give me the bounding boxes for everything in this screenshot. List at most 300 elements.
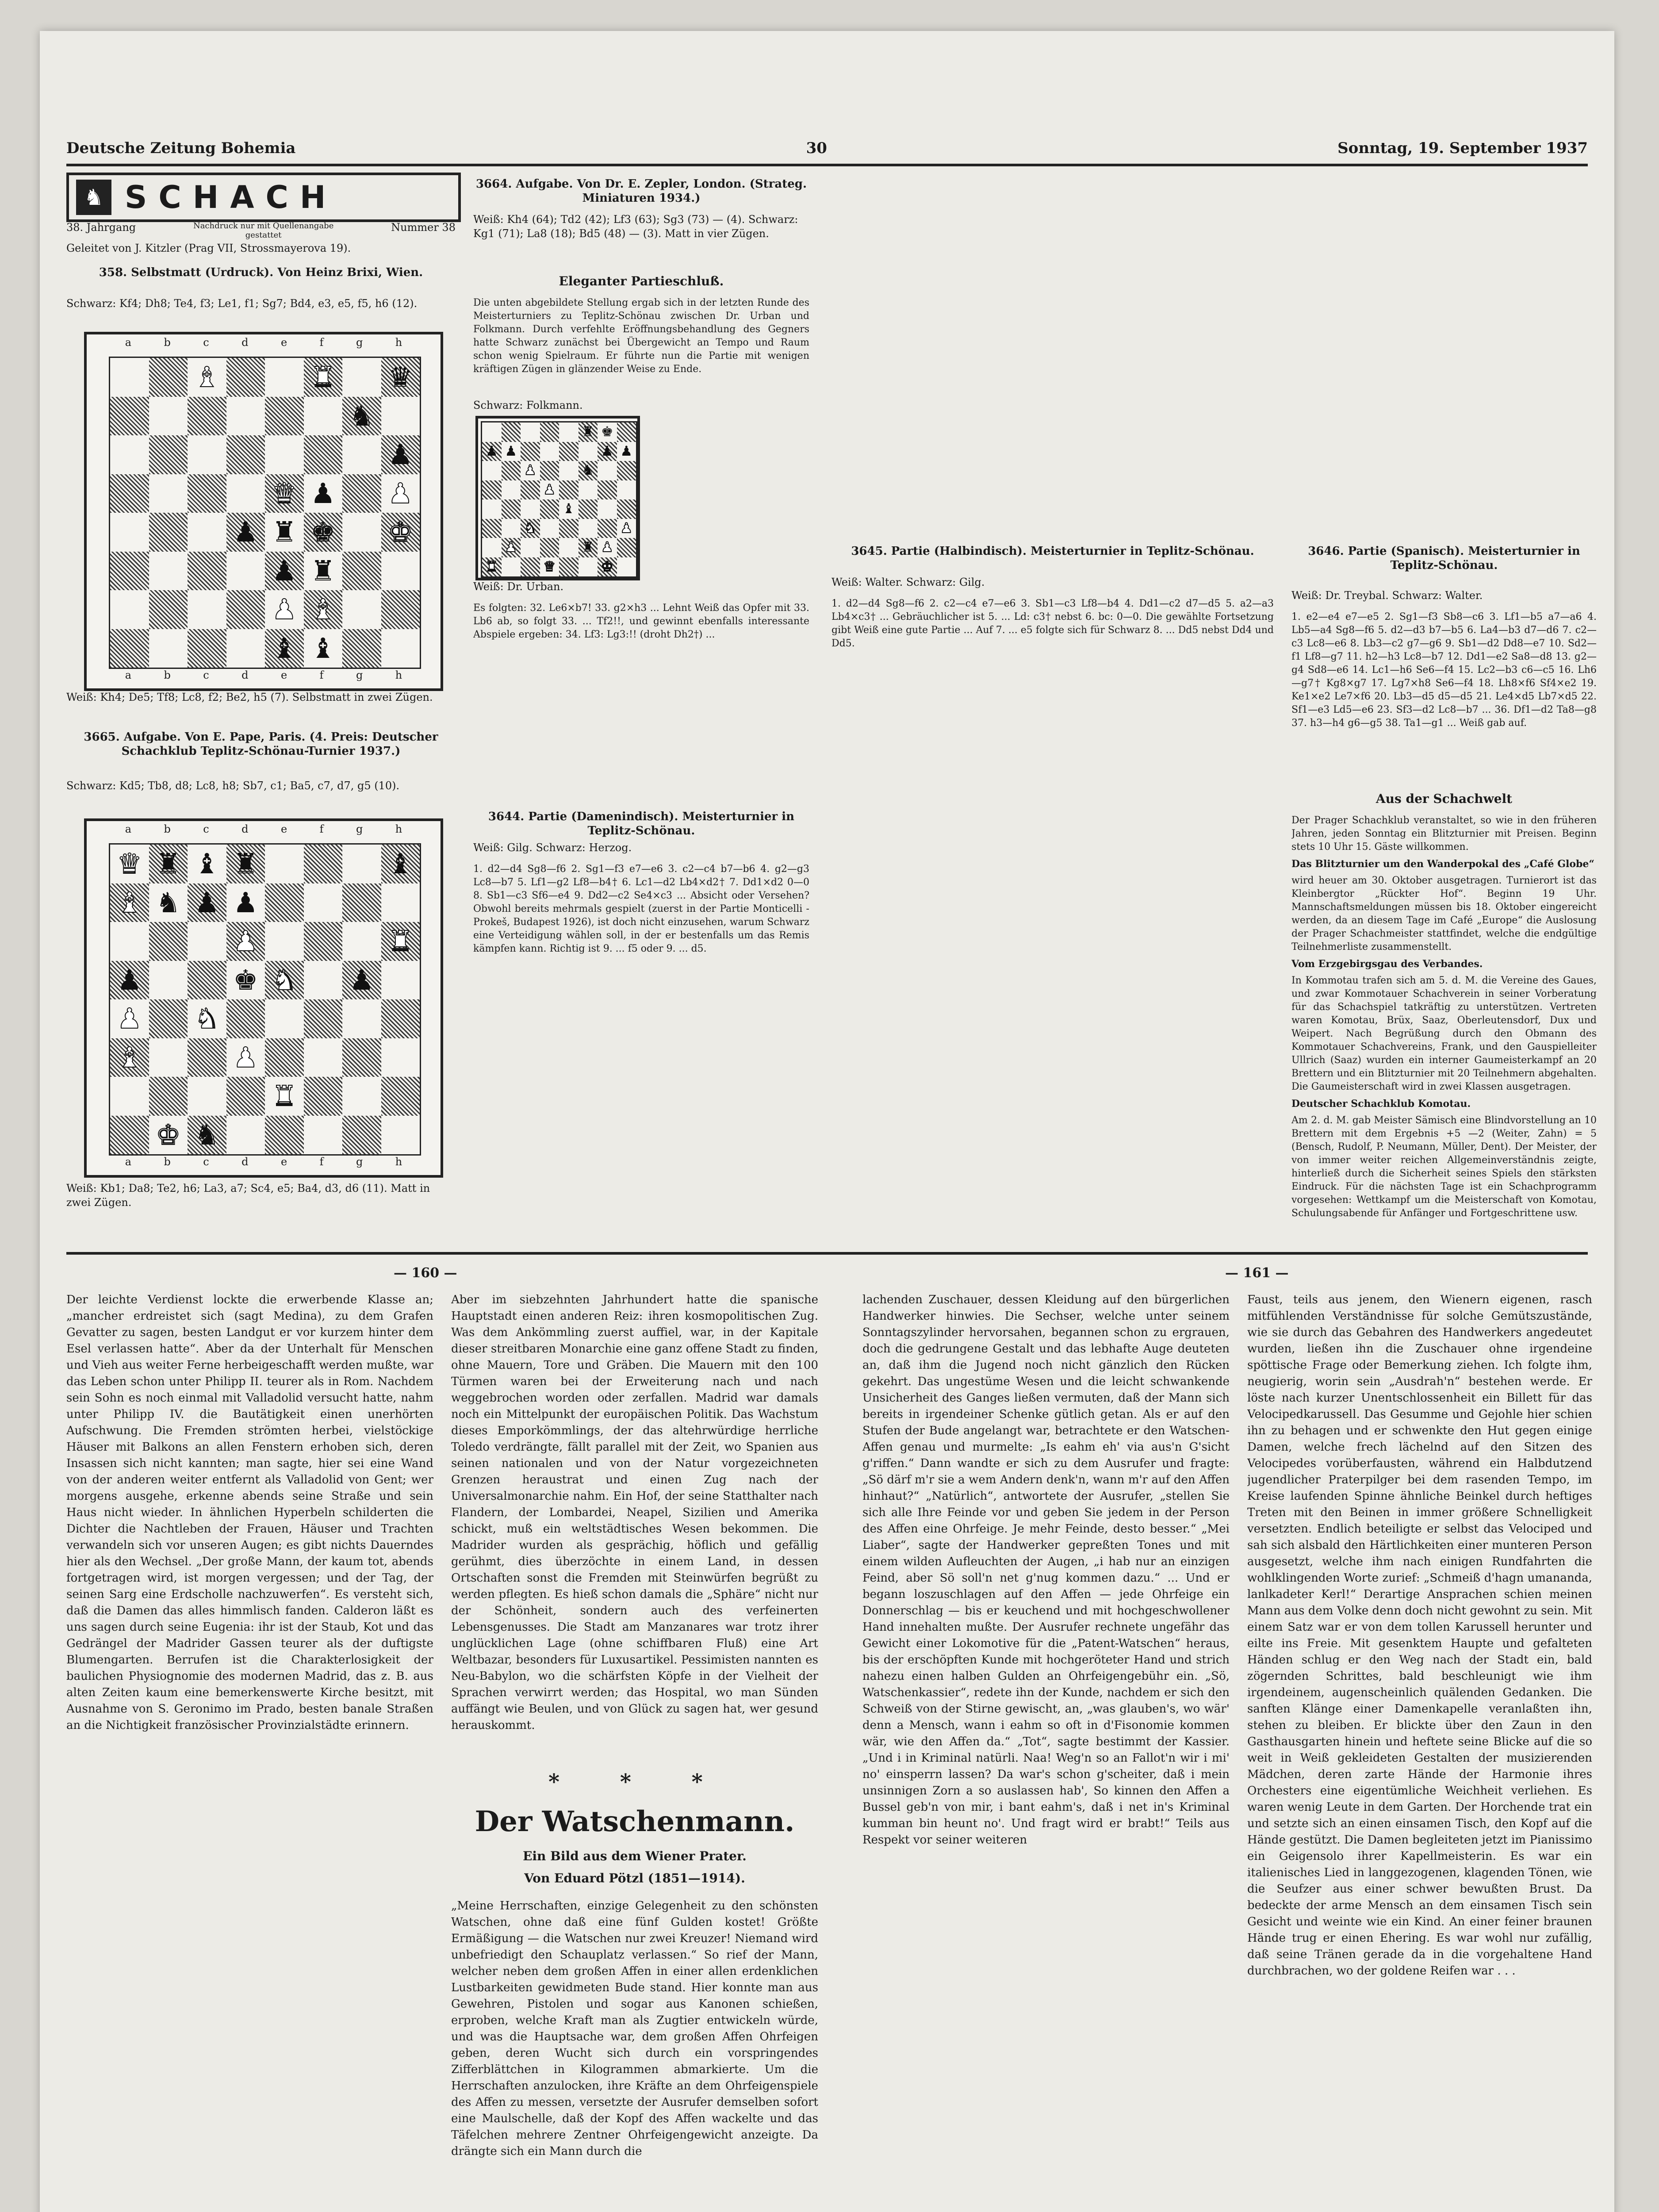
board-square xyxy=(226,999,265,1038)
board-file-label: h xyxy=(395,1156,402,1168)
board-square xyxy=(559,499,579,519)
black-piece-icon: ♟ xyxy=(194,886,219,919)
chess-meta xyxy=(66,221,456,240)
board-square xyxy=(226,922,265,961)
board-square xyxy=(304,1077,343,1116)
board-square xyxy=(381,1116,420,1155)
board-square xyxy=(342,1077,381,1116)
board-square xyxy=(265,552,304,591)
board-square xyxy=(188,435,226,474)
board-square xyxy=(304,961,343,1000)
board-square xyxy=(342,1038,381,1077)
board-square xyxy=(265,358,304,397)
news-p2: wird heuer am 30. Oktober ausgetragen. Turnierort ist das Kleinbergtor „Rückter Hof“. Beginn 19 Uhr. Mannschaftsmeldungen müssen bis 18. Oktober eingereicht werden, da an diesem Tage im Café „Europe“ die Auslosung der Prager Schachmeister stattfindet, welche die endgültige Teilnehmerliste zusammenstellt. xyxy=(1291,875,1597,952)
board-file-label: h xyxy=(395,823,402,835)
board-square xyxy=(265,435,304,474)
board-square xyxy=(226,590,265,629)
board-file-label: g xyxy=(356,336,363,349)
board-square xyxy=(149,1116,188,1155)
board-square xyxy=(110,1077,149,1116)
board-file-label: c xyxy=(203,336,209,349)
board-square xyxy=(540,442,559,461)
white-piece-icon: ♟ xyxy=(524,462,536,479)
board-square xyxy=(226,961,265,1000)
black-piece-icon: ♝ xyxy=(310,632,336,664)
board-square xyxy=(559,480,579,500)
board-square xyxy=(482,422,502,442)
board-square xyxy=(265,397,304,436)
board-square xyxy=(110,845,149,883)
board-file-label: d xyxy=(241,1156,249,1168)
board-square xyxy=(110,552,149,591)
black-piece-icon: ♟ xyxy=(485,443,498,459)
problem1-white: Weiß: Kh4; De5; Tf8; Lc8, f2; Be2, h5 (7). Selbstmatt in zwei Zügen. xyxy=(66,691,433,703)
game2-continued-col xyxy=(831,177,1061,540)
board-square xyxy=(149,1077,188,1116)
board-square xyxy=(304,474,343,513)
board-square xyxy=(482,499,502,519)
board-file-label: c xyxy=(203,669,209,681)
board-square xyxy=(617,499,636,519)
board-square xyxy=(502,442,521,461)
board-square xyxy=(188,999,226,1038)
white-piece-icon: ♟ xyxy=(233,1041,258,1074)
board-square xyxy=(381,552,420,591)
black-piece-icon: ♚ xyxy=(601,424,613,440)
white-piece-icon: ♚ xyxy=(388,516,413,549)
game3-players: Weiß: Walter. Schwarz: Gilg. xyxy=(831,576,985,588)
board-square xyxy=(559,538,579,557)
news-p1: Der Prager Schachklub veranstaltet, so wie in den früheren Jahren, jeden Sonntag ein Blitzturnier mit Preisen. Beginn stets 10 Uhr 15. Gäste willkommen. xyxy=(1291,815,1597,853)
board-square xyxy=(559,442,579,461)
board-square xyxy=(226,397,265,436)
story-col-3: lachenden Zuschauer, dessen Kleidung auf den bürgerlichen Handwerker hinwies. Die Sechser, welche unter seinem Sonntagszylinder hervorsahen, begannen schon zu ergrauen, doch die gedrungene Gestalt und das lebhafte Auge deuteten an, daß ihm die Jugend noch nicht gänzlich den Rücken gekehrt. Das ungestüme Wesen und die leicht schwankende Unsicherheit des Ganges ließen vermuten, daß der Mann sich bereits in irgendeiner Schenke gütlich getan. Als er auf den Stufen der Bude angelangt war, betrachtete er den Watschen-Affen genau und murmelte: „Is eahm eh' via aus'n G'sicht g'riffen.“ Dann wandte er sich zu dem Ausrufer und fragte: „Sö därf m'r sie a wem Andern denk'n, wann m'r auf den Affen hinhaut?“ „Natürlich“, antwortete der Ausrufer, „stellen Sie sich alle Ihre Feinde vor und geben Sie jedem in der Person des Affen eine Ohrfeige. Je mehr Feinde, desto besser.“ „Mei Liaber“, sagte der Handwerker gepreßten Tones und mit einem wilden Aufleuchten der Augen, „i hab nur an einzigen Feind, aber Sö soll'n net g'nug kommen dazu.“ ... Und er begann loszuschlagen auf den Affen — jede Ohrfeige ein Donnerschlag — bis er keuchend und mit hochgeschwollener Hand innehalten mußte. Der Ausrufer rechnete ungefähr das Gewicht einer Lokomotive für die „Patent-Watschen“ heraus, bis der erschöpften Kunde mit hochgeröteter Hand und strich nahezu einen halben Gulden an Ohrfeigengebühr ein. „Sö, Watschenkassier“, redete ihn der Kunde, nachdem er sich den Schweiß von der Stirne gewischt, an, „was glauben's, wo wär' denn a Mensch, wann i eahm so oft in d'Fisonomie kommen wär, wie den Affen da.“ „Tot“, sagte bestimmt der Kassier. „Und i in Kriminal natürli. Naa! Weg'n so an Fallot'n wir i mi' no' einsperrn lassen? Da war's schon g'scheiter, daß i mein unsinnigen Zorn a so auslassen hab', So kinnen den Affen a Bussel geb'n von mir, i bant eahm's, daß i net in's Kriminal kumman bin heunt no'. Und fragt wird er brabt!“ Teils aus Respekt vor seiner weiteren xyxy=(862,1293,1230,1847)
board-file-label: e xyxy=(280,336,287,349)
news-column xyxy=(1291,814,1597,1239)
board-square xyxy=(188,358,226,397)
board-file-labels xyxy=(109,1156,418,1173)
black-piece-icon: ♟ xyxy=(272,554,297,587)
board-square xyxy=(188,922,226,961)
board-square xyxy=(265,474,304,513)
board-square xyxy=(598,480,617,500)
board-square xyxy=(617,557,636,577)
board-square xyxy=(521,422,540,442)
game1-heading: Eleganter Partieschluß. xyxy=(559,274,724,288)
white-piece-icon: ♜ xyxy=(272,1080,297,1113)
board-square xyxy=(110,629,149,668)
board-square xyxy=(502,557,521,577)
section-stars: * * * xyxy=(548,1770,729,1794)
black-piece-icon: ♜ xyxy=(310,554,336,587)
board-square xyxy=(188,397,226,436)
board-file-label: f xyxy=(319,1156,324,1168)
white-piece-icon: ♞ xyxy=(272,964,297,996)
white-piece-icon: ♝ xyxy=(117,886,142,919)
board-file-label: e xyxy=(280,1156,287,1168)
board-square xyxy=(598,519,617,538)
board-square xyxy=(304,883,343,922)
board-square xyxy=(381,513,420,552)
board-square xyxy=(149,845,188,883)
board-square xyxy=(304,513,343,552)
board-square xyxy=(381,883,420,922)
board-square xyxy=(342,474,381,513)
board-square xyxy=(304,845,343,883)
board-file-label: h xyxy=(395,669,402,681)
board-square xyxy=(559,461,579,480)
game4-moves: 1. e2—e4 e7—e5 2. Sg1—f3 Sb8—c6 3. Lf1—b5 a7—a6 4. Lb5—a4 Sg8—f6 5. d2—d3 b7—b5 6. La4—b3 d7—d6 7. c2—c3 Lc8—e6 8. Lb3—c2 g7—g6 9. Sb1—d2 Dd8—e7 10. Sd2—f1 Lf8—g7 11. h2—h3 Lc8—b7 12. Dd1—e2 Sa8—d8 13. g2—g4 Sd8—e6 14. Lc1—h6 Se6—f4 15. Lc2—b3 c6—c5 16. Lh6—g7† Kg8×g7 17. Lg7×h8 Se6—f4 18. Lh8×f6 Sf4×e2 19. Ke1×e2 Le7×f6 20. Lb3—d5 d5—d5 21. Le4×d5 Lb7×d5 22. Sf1—e3 Ld5—e6 23. Sf3—d2 Lc8—b7 ... 36. Df1—d2 Ta8—g8 37. h3—h4 g6—g5 38. Ta1—g1 ... Weiß gab auf. xyxy=(1291,611,1597,729)
white-piece-icon: ♟ xyxy=(601,539,613,556)
board-square xyxy=(226,883,265,922)
board-square xyxy=(188,552,226,591)
problem2-white: Weiß: Kb1; Da8; Te2, h6; La3, a7; Sc4, e5; Ba4, d3, d6 (11). Matt in zwei Zügen. xyxy=(66,1182,430,1209)
board-square xyxy=(482,519,502,538)
board-file-label: a xyxy=(125,669,132,681)
board-square xyxy=(342,435,381,474)
black-piece-icon: ♞ xyxy=(349,399,374,432)
board-square xyxy=(617,422,636,442)
board-square xyxy=(482,480,502,500)
board-square xyxy=(110,1116,149,1155)
board-square xyxy=(149,590,188,629)
black-piece-icon: ♝ xyxy=(272,632,297,664)
board-file-label: b xyxy=(164,823,171,835)
white-piece-icon: ♜ xyxy=(388,925,413,958)
feuilleton-col-2: Aber im siebzehnten Jahrhundert hatte die spanische Hauptstadt einen anderen Reiz: ihren kosmopolitischen Zug. Was dem Ankömmling zuerst auffiel, war, in der Kapitale dieser streitbaren Monarchie eine ganz offene Stadt zu finden, ohne Mauern, Tore und Gräben. Die Mauern mit den 100 Türmen waren bei der Erweiterung nach und nach weggebrochen worden oder zerfallen. Madrid war damals noch ein Mittelpunkt der europäischen Politik. Das Wachstum dieses Emporkömmlings, der das altehrwürdige herrliche Toledo verdrängte, fällt parallel mit der Zeit, wo Spanien aus seinen nationalen und von der Natur vorgezeichneten Grenzen heraustrat und einen Zug nach der Universalmonarchie nahm. Ein Hof, der seine Statthalter nach Flandern, der Lombardei, Neapel, Sizilien und Amerika schickt, muß ein weltstädtisches Wesen bekommen. Die Madrider wurden als gesprächig, höflich und gefällig gerühmt, dies überzöchte in einem Land, in dessen Ortschaften sonst die Fremden mit Steinwürfen begrüßt zu werden pflegten. Es hieß schon damals die „Sphäre“ nicht nur der Schönheit, sondern auch des verfeinerten Lebensgenusses. Die Stadt am Manzanares war trotz ihrer unglücklichen Lage (ohne schiffbaren Fluß) eine Art Weltbazar, besonders für Luxusartikel. Pessimisten nannten es Neu-Babylon, wo die schärfsten Köpfe in der Vielheit der Sprachen verwirrt werden; das Hospital, wo man Sünden auffängt wie Beulen, und von Glück zu sagen hat, wer gesund herauskommt. xyxy=(451,1293,818,1732)
board-square xyxy=(579,519,598,538)
board-square xyxy=(149,961,188,1000)
white-piece-icon: ♟ xyxy=(543,481,556,498)
board-square xyxy=(226,1038,265,1077)
chess-title: SCHACH xyxy=(125,179,337,215)
black-piece-icon: ♜ xyxy=(156,848,181,880)
black-piece-icon: ♞ xyxy=(156,886,181,919)
page-number: 30 xyxy=(806,139,827,157)
board-file-label: e xyxy=(280,669,287,681)
newspaper-page xyxy=(40,31,1614,2212)
black-piece-icon: ♞ xyxy=(582,462,594,479)
board-square xyxy=(342,999,381,1038)
board-square xyxy=(540,519,559,538)
board-square xyxy=(540,557,559,577)
board-square xyxy=(502,461,521,480)
board-square xyxy=(304,590,343,629)
chess-diagram-3 xyxy=(475,416,640,580)
board-square xyxy=(381,629,420,668)
board-square xyxy=(540,499,559,519)
board-square xyxy=(149,358,188,397)
page-header xyxy=(66,133,1588,164)
board-square xyxy=(482,461,502,480)
board-square xyxy=(149,883,188,922)
board-square xyxy=(502,538,521,557)
news-heading: Aus der Schachwelt xyxy=(1375,791,1513,806)
chess-section-header xyxy=(66,173,461,222)
feuilleton-page-right: — 161 — xyxy=(1225,1265,1289,1281)
board-square xyxy=(617,480,636,500)
board-square xyxy=(598,499,617,519)
board-file-label: g xyxy=(356,823,363,835)
board-square xyxy=(188,845,226,883)
board-square xyxy=(265,883,304,922)
board-square xyxy=(188,1116,226,1155)
game2-heading: 3644. Partie (Damenindisch). Meisterturnier in Teplitz-Schönau. xyxy=(488,810,795,837)
board-square xyxy=(617,538,636,557)
board-square xyxy=(110,358,149,397)
board-file-label: f xyxy=(319,336,324,349)
board-square xyxy=(226,629,265,668)
board-square xyxy=(304,629,343,668)
section-rule xyxy=(66,1252,1588,1255)
board-square xyxy=(304,435,343,474)
board-square xyxy=(110,590,149,629)
board-file-label: f xyxy=(319,823,324,835)
board-square xyxy=(342,358,381,397)
board-square xyxy=(342,845,381,883)
board-square xyxy=(617,461,636,480)
problem3-position: Weiß: Kh4 (64); Td2 (42); Lf3 (63); Sg3 (73) — (4). Schwarz: Kg1 (71); La8 (18); Bd5 (48) — (3). Matt in vier Zügen. xyxy=(473,213,798,240)
board-square xyxy=(110,513,149,552)
header-rule xyxy=(66,164,1588,166)
feuilleton-col-1: Der leichte Verdienst lockte die erwerbende Klasse an; „mancher erdreistet sich (sagt Medina), zu dem Grafen Gevatter zu sagen, besten Landgut er vor kurzem hinter dem Esel verlassen hatte“. Aber da der Unterhalt für Menschen und Vieh aus weiter Ferne herbeigeschafft werden mußte, war das Leben schon unter Philipp II. teurer als in Rom. Nachdem sein Sohn es noch einmal mit Valladolid versucht hatte, nahm unter Philipp IV. die Bautätigkeit einen unerhörten Aufschwung. Die Fremden strömten herbei, vielstöckige Häuser mit Balkons an allen Fenstern erhoben sich, deren Insassen sich nicht kannten; man sagte, hier sei eine Wand von der anderen weiter entfernt als Valladolid von Gent; wer morgens ausgehe, erkenne abends seine Straße und sein Haus nicht wieder. In ähnlichen Hyperbeln schilderten die Dichter die Nachtleben der Frauen, Häuser und Trachten verwandeln sich vor unseren Augen; es gibt nichts Dauerndes hier als den Wechsel. „Der große Mann, der kaum tot, abends fortgetragen wird, ist morgen vergessen; und der Tag, der seinen Sarg eine Erdscholle nachzuwerfen“. Es versteht sich, daß die Damen das alles himmlisch fanden. Calderon läßt es uns sagen durch seine Eugenia: ihr ist der Staub, Kot und das Gedrängel der Madrider Gassen teurer als der duftigste Blumengarten. Berrufen ist die Charakterlosigkeit der baulichen Physiognomie des modernen Madrid, das z. B. aus alten Zeiten kaum eine bemerkenswerte Kirche besitzt, mit Ausnahme von S. Geronimo im Prado, besten banale Straßen an die Nichtigkeit französischer Provinzialstädte erinnern. xyxy=(66,1293,433,1732)
board-file-label: h xyxy=(395,336,402,349)
board-square xyxy=(502,499,521,519)
board-square xyxy=(540,461,559,480)
board-file-label: b xyxy=(164,669,171,681)
board-square xyxy=(265,513,304,552)
game4-players: Weiß: Dr. Treybal. Schwarz: Walter. xyxy=(1291,589,1483,602)
board-square xyxy=(188,513,226,552)
black-piece-icon: ♝ xyxy=(388,848,413,880)
board-square xyxy=(226,474,265,513)
white-piece-icon: ♟ xyxy=(233,925,258,958)
black-piece-icon: ♛ xyxy=(388,361,413,394)
board-square xyxy=(226,358,265,397)
board-square xyxy=(342,552,381,591)
board-square xyxy=(559,519,579,538)
board-square xyxy=(304,358,343,397)
board-square xyxy=(342,961,381,1000)
board-file-label: g xyxy=(356,1156,363,1168)
black-piece-icon: ♟ xyxy=(349,964,374,996)
story-subtitle: Ein Bild aus dem Wiener Prater. xyxy=(523,1849,747,1863)
news-p3: In Kommotau trafen sich am 5. d. M. die Vereine des Gaues, und zwar Kommotauer Schachverein in seiner Vorberatung für das Schachspiel tatkräftig zu unterstützen. Vertreten waren Komotau, Brüx, Saaz, Oberleutensdorf, Dux und Weipert. Nach Begrüßung durch den Obmann des Kommotauer Schachvereins, Frank, und den Gauspielleiter Ullrich (Saaz) wurden ein interner Gaumeisterkampf an 20 Brettern und ein Blitzturnier mit 20 Teilnehmern abgehalten. Die Gaumeisterschaft wird in zwei Klassen ausgetragen. xyxy=(1291,975,1597,1092)
board-square xyxy=(265,629,304,668)
white-piece-icon: ♛ xyxy=(543,558,556,575)
story-col-2: „Meine Herrschaften, einzige Gelegenheit zu den schönsten Watschen, ohne daß eine fünf Gulden kostet! Größte Ermäßigung — die Watschen nur zwei Kreuzer! Niemand wird unbefriedigt den Schauplatz verlassen.“ So rief der Mann, welcher neben dem großen Affen in einer allen erdenklichen Lustbarkeiten gewidmeten Bude stand. Hier konnte man aus Gewehren, Pistolen und sogar aus Kanonen schießen, erproben, welche Kraft man als Zugtier entwickeln würde, und was die Hauptsache war, dem großen Affen Ohrfeigen geben, deren Wucht sich durch ein vorspringendes Zifferblättchen in Kilogrammen abmarkierte. Um die Herrschaften anzulocken, ihre Kräfte an dem Ohrfeigenspiele des Affen zu messen, versetzte der Ausrufer demselben sofort eine Maulschelle, daß der Kopf des Affen wackelte und das Täfelchen mehrere Zentner Ohrfeigengewicht anzeigte. Da drängte sich ein Mann durch die xyxy=(451,1899,818,2158)
board-square xyxy=(502,422,521,442)
board-square xyxy=(502,480,521,500)
board-square xyxy=(598,557,617,577)
board-file-label: c xyxy=(203,1156,209,1168)
issue-date: Sonntag, 19. September 1937 xyxy=(1337,139,1588,157)
board-file-label: a xyxy=(125,823,132,835)
board-square xyxy=(226,1116,265,1155)
white-piece-icon: ♟ xyxy=(117,1002,142,1035)
board-square xyxy=(381,435,420,474)
board-square xyxy=(521,480,540,500)
board-square xyxy=(502,519,521,538)
board-square xyxy=(188,1038,226,1077)
board-file-label: d xyxy=(241,823,249,835)
board-square xyxy=(149,1038,188,1077)
board-square xyxy=(188,590,226,629)
board-square xyxy=(559,557,579,577)
board-square xyxy=(149,435,188,474)
board-square xyxy=(110,999,149,1038)
black-piece-icon: ♜ xyxy=(233,848,258,880)
board-square xyxy=(188,474,226,513)
problem2-black: Schwarz: Kd5; Tb8, d8; Lc8, h8; Sb7, c1; Ba5, c7, d7, g5 (10). xyxy=(66,780,400,792)
board-file-label: b xyxy=(164,336,171,349)
white-piece-icon: ♛ xyxy=(117,848,142,880)
board-file-label: a xyxy=(125,336,132,349)
game4-heading: 3646. Partie (Spanisch). Meisterturnier in Teplitz-Schönau. xyxy=(1308,545,1580,572)
board-square xyxy=(540,422,559,442)
game1-continuation: Es folgten: 32. Le6×b7! 33. g2×h3 ... Lehnt Weiß das Opfer mit 33. Lb6 ab, so folgt 33. ... Tf2!!, und gewinnt ebenfalls interessante Abspiele ergeben: 34. Lf3: Lg3:!! (droht Dh2†) ... xyxy=(473,603,809,640)
board-square xyxy=(381,358,420,397)
board-square xyxy=(265,590,304,629)
game2-players: Weiß: Gilg. Schwarz: Herzog. xyxy=(473,841,632,854)
board-square xyxy=(304,999,343,1038)
board-file-labels xyxy=(109,669,418,687)
news-p4-head: Deutscher Schachklub Komotau. xyxy=(1291,1098,1471,1110)
feuilleton-page-left: — 160 — xyxy=(394,1265,457,1281)
board-square xyxy=(149,629,188,668)
problem1-heading: 358. Selbstmatt (Urdruck). Von Heinz Brixi, Wien. xyxy=(99,266,423,279)
board-square xyxy=(226,552,265,591)
board-square xyxy=(149,397,188,436)
board-file-label: d xyxy=(241,669,249,681)
black-piece-icon: ♝ xyxy=(562,501,575,517)
white-piece-icon: ♟ xyxy=(620,520,633,536)
black-piece-icon: ♟ xyxy=(505,443,517,459)
black-piece-icon: ♜ xyxy=(582,539,594,556)
board-grid xyxy=(109,357,421,669)
board-square xyxy=(617,442,636,461)
board-square xyxy=(304,922,343,961)
story-title: Der Watschenmann. xyxy=(475,1805,795,1838)
board-square xyxy=(304,552,343,591)
board-square xyxy=(342,629,381,668)
board-square xyxy=(598,422,617,442)
white-piece-icon: ♝ xyxy=(117,1041,142,1074)
board-square xyxy=(521,519,540,538)
board-square xyxy=(188,629,226,668)
board-square xyxy=(381,474,420,513)
problem3-heading: 3664. Aufgabe. Von Dr. E. Zepler, London. (Strateg. Miniaturen 1934.) xyxy=(475,177,807,205)
board-square xyxy=(617,519,636,538)
board-square xyxy=(540,538,559,557)
news-p4: Am 2. d. M. gab Meister Sämisch eine Blindvorstellung an 10 Brettern mit dem Ergebnis +5 —2 (Weiter, Zahn) = 5 (Bensch, Rudolf, P. Neumann, Müller, Dent). Der Meister, der von immer weiter reichen Allgemeinverständnis zeigte, hinterließ durch die Sicherheit seines Spiels den stärksten Eindruck. Für die nächsten Tage ist ein Schachprogramm vorgesehen: Wettkampf um die Meisterschaft von Komotau, Schulungsabende für Anfänger und Fortgeschrittene usw. xyxy=(1291,1115,1597,1219)
board-file-label: c xyxy=(203,823,209,835)
board-square xyxy=(521,442,540,461)
black-piece-icon: ♝ xyxy=(194,848,219,880)
white-piece-icon: ♚ xyxy=(601,558,613,575)
board-square xyxy=(188,1077,226,1116)
board-square xyxy=(304,1116,343,1155)
board-square xyxy=(149,513,188,552)
board-square xyxy=(342,590,381,629)
black-piece-icon: ♟ xyxy=(233,886,258,919)
board-square xyxy=(579,422,598,442)
board-square xyxy=(110,961,149,1000)
board-square xyxy=(342,513,381,552)
game3-heading: 3645. Partie (Halbindisch). Meisterturnier in Teplitz-Schönau. xyxy=(851,545,1254,558)
white-piece-icon: ♝ xyxy=(194,361,219,394)
board-square xyxy=(381,961,420,1000)
white-piece-icon: ♟ xyxy=(505,539,517,556)
white-piece-icon: ♞ xyxy=(524,520,536,536)
board-file-labels xyxy=(109,336,418,354)
board-square xyxy=(381,845,420,883)
board-square xyxy=(482,538,502,557)
board-file-label: d xyxy=(241,336,249,349)
board-square xyxy=(482,557,502,577)
game3-moves: 1. d2—d4 Sg8—f6 2. c2—c4 e7—e6 3. Sb1—c3 Lf8—b4 4. Dd1—c2 d7—d5 5. a2—a3 Lb4×c3† ... Gebräuchlicher ist 5. ... Ld: c3† nebst 6. bc: 0—0. Die gewählte Fortsetzung gibt Weiß eine gute Partie ... Auf 7. ... e5 folgte sich für Schwarz 8. ... Dd5 nebst Dd4 und Dd5. xyxy=(831,598,1274,649)
board-square xyxy=(381,922,420,961)
board-square xyxy=(521,557,540,577)
chess-diagram-2 xyxy=(84,818,443,1178)
problem1-black: Schwarz: Kf4; Dh8; Te4, f3; Le1, f1; Sg7; Bd4, e3, e5, f5, h6 (12). xyxy=(66,297,418,310)
game1-black-label: Schwarz: Folkmann. xyxy=(473,399,583,411)
board-file-label: b xyxy=(164,1156,171,1168)
board-square xyxy=(265,845,304,883)
white-piece-icon: ♞ xyxy=(194,1002,219,1035)
black-piece-icon: ♟ xyxy=(117,964,142,996)
board-square xyxy=(540,480,559,500)
white-piece-icon: ♝ xyxy=(310,593,336,626)
game2-moves: 1. d2—d4 Sg8—f6 2. Sg1—f3 e7—e6 3. c2—c4 b7—b6 4. g2—g3 Lc8—b7 5. Lf1—g2 Lf8—b4† 6. Lc1—d2 Lb4×d2† 7. Dd1×d2 0—0 8. Sb1—c3 Sf6—e4 9. Dd2—c2 Se4×c3 ... Absicht oder Versehen? Obwohl bereits mehrmals gespielt (zuerst in der Partie Monticelli - Prokeš, Budapest 1926), ist doch nicht einzusehen, warum Schwarz eine Verteidigung wählen soll, in der er bestenfalls um das Remis kämpfen kann. Richtig ist 9. ... f5 oder 9. ... d5. xyxy=(473,864,809,954)
black-piece-icon: ♚ xyxy=(310,516,336,549)
black-piece-icon: ♜ xyxy=(582,424,594,440)
board-square xyxy=(265,1038,304,1077)
board-square xyxy=(265,999,304,1038)
board-square xyxy=(110,922,149,961)
board-square xyxy=(149,474,188,513)
board-square xyxy=(482,442,502,461)
story-col-4: Faust, teils aus jenem, den Wienern eigenen, rasch mitfühlenden Verständnisse für solche Gemütszustände, wie sie durch das Gebahren des Handwerkers angedeutet wurden, ließen ihn die Zuschauer ohne irgendeine spöttische Frage oder Bemerkung ziehen. Ich folgte ihm, neugierig, worin sein „Ausdrah'n“ bestehen werde. Er löste nach kurzer Unentschlossenheit ein Billett für das Velocipedkarussell. Das Gesumme und Gejohle hier schien ihn zu behagen und er schwenkte den Hut gegen einige Damen, welche frech lächelnd auf den Sitzen des Velocipedes vorüberfausten, während ein Halbdutzend jugendlicher Praterpilger bei dem rasenden Tempo, im Kreise laufenden Spinne ähnliche Beinkel durch heftiges Treten mit den Beinen in immer größere Schnelligkeit versetzten. Endlich beteiligte er selbst das Velociped und sah sich alsbald den Härtlichkeiten einer munteren Person ausgesetzt, welche ihm nach einigen Rundfahrten die wohlklingenden Worte zurief: „Schmeiß d'hagn umananda, lanlkadeter Kerl!“ Derartige Ansprachen schien meinen Mann aus dem Volke denn doch nicht gewohnt zu sein. Mit einem Satz war er von dem tollen Karussell herunter und eilte ins Freie. Mit gesenktem Haupte und gefalteten Händen schlug er den Weg nach der Stadt ein, bald zögernden Schrittes, bald beschleunigt wie ihm irgendeinem, augenscheinlich quälenden Gedanken. Die sanften Klänge einer Damenkapelle veranlaßten ihn, stehen zu bleiben. Er blickte über den Zaun in den Gasthausgarten hinein und heftete seine Blicke auf die so weit in Weiß gekleideten Gestalten der musizierenden Mädchen, deren zarte Hände der Harmonie ihres Orchesters eine eigentümliche Weichheit verliehen. Es waren wenig Leute in dem Garten. Der Horchende trat ein und setzte sich an einen einsamen Tisch, den Kopf auf die Hände gestützt. Die Damen begleiteten jetzt im Pianissimo ein Geigensolo ihrer Kapellmeisterin. Es war ein italienisches Lied in langgezogenen, klagenden Tönen, wie die Seufzer aus einer schwer bewußten Brust. Da bedeckte der arme Mensch an dem einsamen Tisch sein Gesicht und weinte wie ein Kind. An einer feiner braunen Hände trug er einen Ehering. Es war wohl nur zufällig, daß seine Tränen gerade da in die vorgehaltene Hand durchbrachen, wo der goldene Reifen war . . . xyxy=(1247,1293,1592,1978)
board-square xyxy=(381,590,420,629)
white-piece-icon: ♟ xyxy=(388,477,413,510)
board-square xyxy=(381,1038,420,1077)
masthead: Deutsche Zeitung Bohemia xyxy=(66,139,296,157)
board-grid xyxy=(481,421,637,578)
board-square xyxy=(579,557,598,577)
board-square xyxy=(226,435,265,474)
board-square xyxy=(381,397,420,436)
board-square xyxy=(381,1077,420,1116)
white-piece-icon: ♚ xyxy=(156,1118,181,1151)
black-piece-icon: ♜ xyxy=(272,516,297,549)
board-square xyxy=(521,461,540,480)
board-file-label: e xyxy=(280,823,287,835)
board-square xyxy=(110,435,149,474)
news-p2-head: Das Blitzturnier um den Wanderpokal des „Café Globe“ xyxy=(1291,858,1595,870)
board-square xyxy=(579,480,598,500)
board-square xyxy=(149,999,188,1038)
board-square xyxy=(579,499,598,519)
board-square xyxy=(342,1116,381,1155)
board-square xyxy=(110,1038,149,1077)
white-piece-icon: ♛ xyxy=(272,477,297,510)
game1-continuation-a xyxy=(641,416,809,575)
board-square xyxy=(304,397,343,436)
board-square xyxy=(265,961,304,1000)
board-square xyxy=(342,883,381,922)
board-square xyxy=(149,552,188,591)
